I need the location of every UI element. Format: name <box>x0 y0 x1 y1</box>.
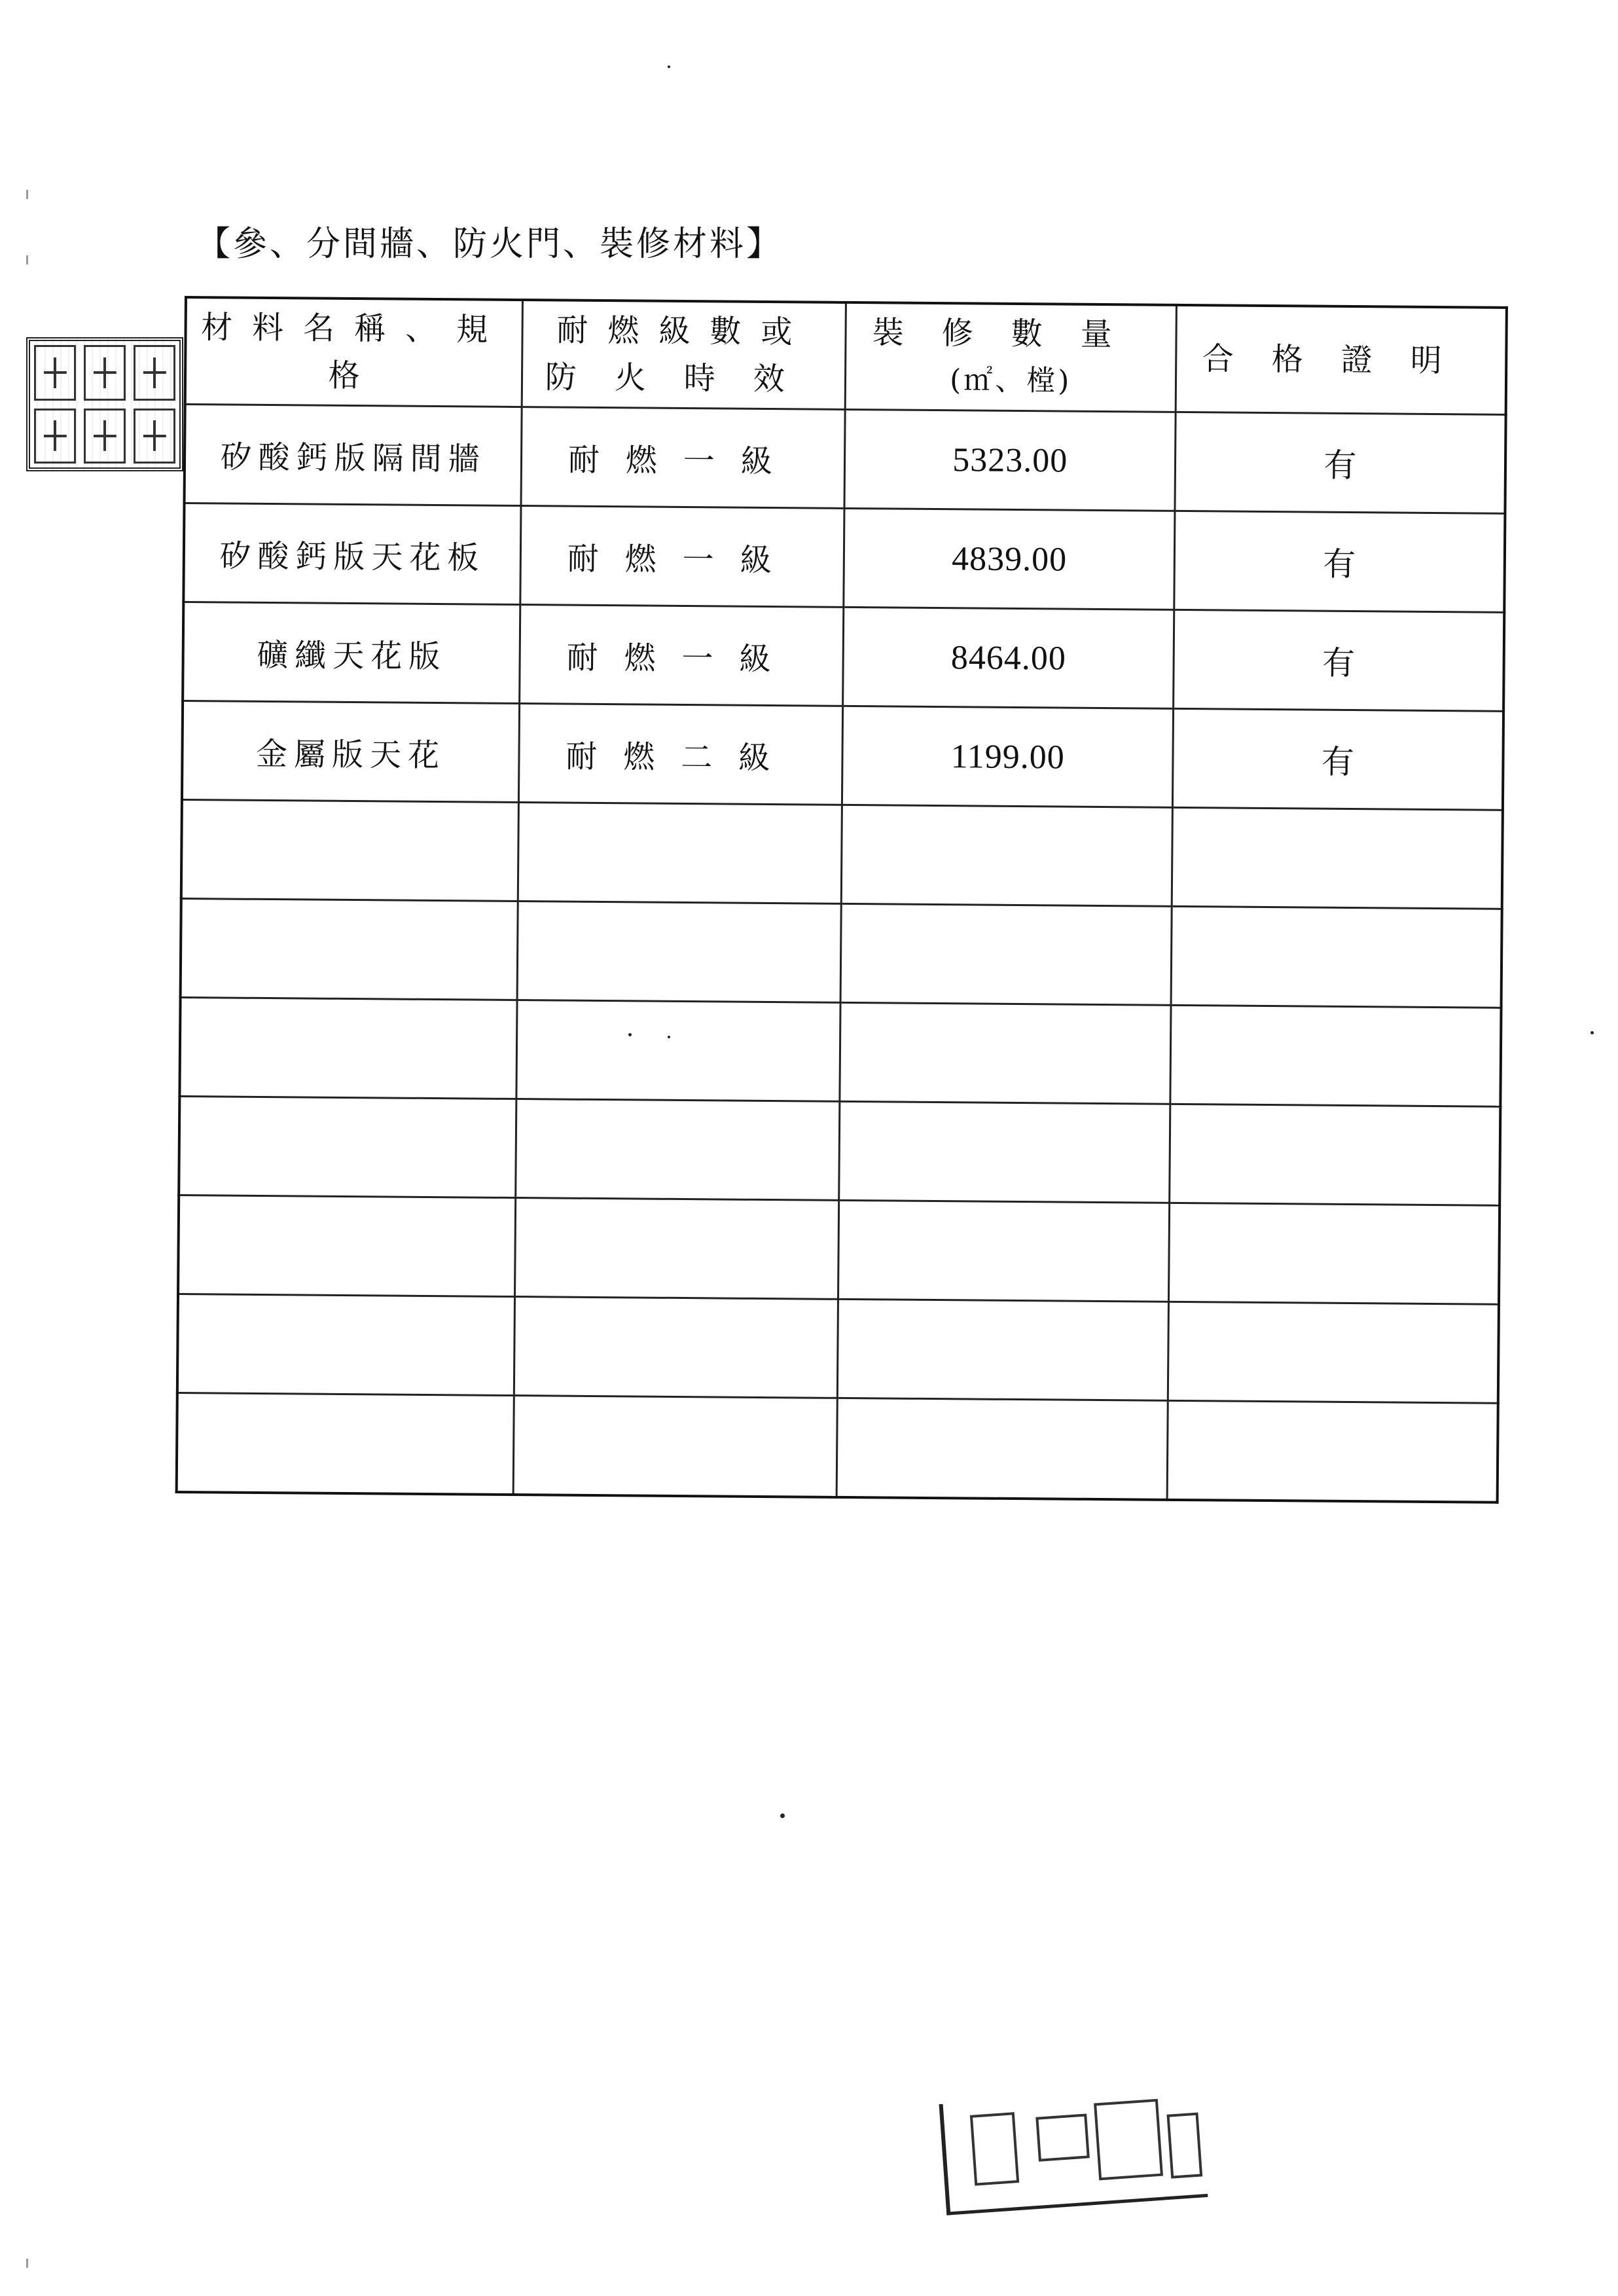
cell-material-name: 礦纖天花版 <box>183 602 520 704</box>
scan-speck <box>628 1033 632 1036</box>
header-quantity: 裝修數量 (㎡、樘) <box>846 302 1177 412</box>
empty-cell <box>839 1101 1170 1203</box>
margin-mark <box>26 2259 28 2268</box>
empty-cell <box>518 803 842 904</box>
table-row <box>183 602 1504 712</box>
empty-cell <box>179 997 517 1099</box>
empty-cell <box>1171 906 1502 1008</box>
table-row-empty <box>181 799 1503 909</box>
cell-certificate: 有 <box>1175 412 1506 513</box>
cell-fire-grade: 耐燃一級 <box>521 407 846 509</box>
empty-cell <box>838 1200 1170 1302</box>
empty-cell <box>513 1396 838 1497</box>
seal-stamp-bottom <box>939 2086 1208 2215</box>
empty-cell <box>181 799 519 901</box>
empty-cell <box>1167 1400 1498 1502</box>
empty-cell <box>181 898 518 1000</box>
section-title: 【參、分間牆、防火門、裝修材料】 <box>196 225 783 264</box>
table-row <box>182 701 1503 810</box>
empty-cell <box>840 1002 1171 1104</box>
empty-cell <box>517 902 842 1003</box>
empty-cell <box>177 1294 515 1395</box>
scan-speck <box>668 1036 670 1038</box>
empty-cell <box>178 1195 516 1296</box>
empty-cell <box>842 805 1173 906</box>
margin-mark <box>26 190 28 199</box>
materials-table-container <box>175 296 1508 1485</box>
empty-cell <box>1168 1203 1500 1304</box>
cell-fire-grade: 耐燃一級 <box>520 605 844 706</box>
empty-cell <box>1170 1104 1501 1205</box>
empty-cell <box>514 1297 838 1398</box>
cell-fire-grade: 耐燃一級 <box>520 506 845 608</box>
empty-cell <box>516 1000 841 1102</box>
cell-certificate: 有 <box>1174 511 1505 612</box>
empty-cell <box>179 1096 516 1197</box>
cell-material-name: 金屬版天花 <box>182 701 520 802</box>
materials-table <box>175 296 1508 1504</box>
table-row-empty <box>177 1294 1499 1403</box>
cell-certificate: 有 <box>1174 610 1505 711</box>
empty-cell <box>1168 1302 1499 1403</box>
cell-quantity: 8464.00 <box>843 607 1174 708</box>
empty-cell <box>177 1393 514 1495</box>
cell-material-name: 矽酸鈣版隔間牆 <box>185 405 522 506</box>
empty-cell <box>838 1299 1169 1400</box>
header-certificate: 合格證明 <box>1176 305 1507 414</box>
cell-certificate: 有 <box>1172 708 1503 810</box>
cell-material-name: 矽酸鈣版天花板 <box>183 503 521 605</box>
margin-mark <box>26 255 28 264</box>
table-row-empty <box>177 1393 1498 1502</box>
cell-quantity: 1199.00 <box>842 706 1174 807</box>
empty-cell <box>515 1198 840 1300</box>
table-row-empty <box>179 997 1501 1106</box>
cell-fire-grade: 耐燃二級 <box>519 704 844 805</box>
empty-cell <box>837 1398 1168 1499</box>
scan-speck <box>780 1813 785 1818</box>
empty-cell <box>1172 807 1503 909</box>
cell-quantity: 4839.00 <box>844 508 1175 610</box>
cell-quantity: 5323.00 <box>844 409 1176 511</box>
empty-cell <box>1170 1005 1501 1106</box>
header-material-name: 材料名稱、規格 <box>185 297 523 407</box>
scan-speck <box>668 65 670 68</box>
table-row-empty <box>178 1195 1500 1304</box>
table-row-empty <box>181 898 1502 1008</box>
empty-cell <box>841 903 1172 1005</box>
table-row-empty <box>179 1096 1500 1205</box>
seal-stamp-left <box>26 337 183 471</box>
scan-speck <box>1591 1031 1594 1034</box>
table-row <box>185 405 1506 514</box>
header-fire-grade: 耐燃級數或 防火時效 <box>522 300 846 409</box>
table-header-row <box>185 297 1507 414</box>
empty-cell <box>516 1099 840 1201</box>
table-row <box>183 503 1505 613</box>
